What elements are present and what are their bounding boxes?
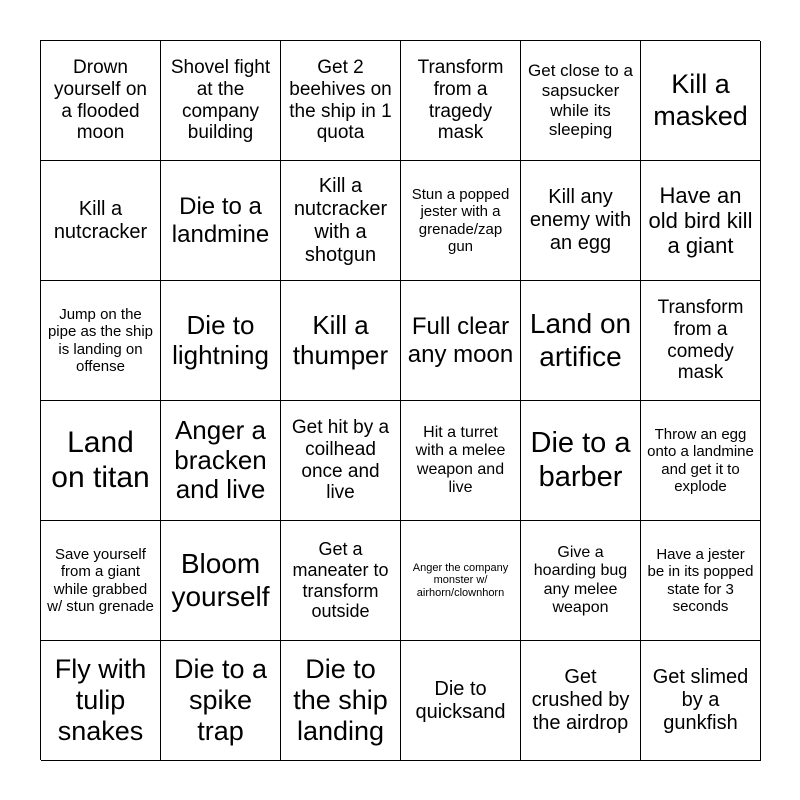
bingo-cell[interactable] [161, 41, 281, 161]
bingo-cell-text: Get 2 beehives on the ship in 1 quota [289, 56, 392, 144]
bingo-cell[interactable] [401, 521, 521, 641]
bingo-cell[interactable] [41, 401, 161, 521]
bingo-cell[interactable] [281, 41, 401, 161]
bingo-cell[interactable] [41, 641, 161, 761]
bingo-cell-text: Drown yourself on a flooded moon [54, 56, 147, 144]
bingo-cell-text: Get hit by a coilhead once and live [291, 416, 390, 504]
bingo-cell[interactable] [401, 161, 521, 281]
bingo-cell-text: Have a jester be in its popped state for 3 seconds [647, 546, 754, 615]
bingo-cell-text: Kill a masked [653, 69, 748, 131]
bingo-cell[interactable] [161, 521, 281, 641]
bingo-cell-text: Die to a barber [530, 427, 631, 493]
bingo-cell-text: Full clear any moon [407, 312, 514, 368]
bingo-cell-text: Have an old bird kill a giant [648, 182, 753, 259]
bingo-cell-text: Hit a turret with a melee weapon and live [415, 423, 506, 496]
bingo-cell[interactable] [641, 521, 761, 641]
bingo-cell-text: Get crushed by the airdrop [531, 666, 630, 734]
bingo-cell[interactable] [161, 161, 281, 281]
bingo-cell[interactable] [281, 161, 401, 281]
bingo-cell[interactable] [641, 41, 761, 161]
bingo-cell[interactable] [281, 521, 401, 641]
bingo-cell-text: Die to the ship landing [293, 653, 388, 747]
bingo-cell-text: Throw an egg onto a landmine and get it to explode [647, 426, 754, 495]
bingo-cell[interactable] [281, 641, 401, 761]
bingo-cell[interactable] [641, 161, 761, 281]
bingo-cell[interactable] [521, 161, 641, 281]
bingo-cell[interactable] [521, 401, 641, 521]
bingo-cell-text: Die to a landmine [171, 192, 270, 248]
bingo-cell-text: Kill any enemy with an egg [529, 186, 632, 254]
bingo-cell-text: Jump on the pipe as the ship is landing on offense [47, 306, 154, 375]
bingo-cell-text: Give a hoarding bug any melee weapon [533, 543, 628, 616]
bingo-cell[interactable] [281, 401, 401, 521]
bingo-cell[interactable] [521, 521, 641, 641]
bingo-cell-text: Stun a popped jester with a grenade/zap gun [411, 186, 510, 255]
bingo-cell-text: Shovel fight at the company building [170, 56, 271, 144]
bingo-cell[interactable] [641, 281, 761, 401]
bingo-cell-text: Kill a nutcracker with a shotgun [293, 174, 388, 266]
bingo-cell-text: Transform from a tragedy mask [417, 56, 504, 144]
bingo-cell[interactable] [401, 41, 521, 161]
bingo-cell[interactable] [401, 281, 521, 401]
bingo-cell-text: Anger the company monster w/ airhorn/clownhorn [412, 561, 509, 599]
bingo-cell-text: Save yourself from a giant while grabbed w/ stun grenade [47, 546, 154, 615]
bingo-cell[interactable] [521, 281, 641, 401]
bingo-cell[interactable] [41, 521, 161, 641]
bingo-cell[interactable] [641, 401, 761, 521]
bingo-cell-text: Land on artifice [529, 308, 632, 372]
bingo-cell[interactable] [401, 401, 521, 521]
bingo-cell[interactable] [41, 41, 161, 161]
bingo-cell-text: Get slimed by a gunkfish [652, 666, 749, 734]
bingo-cell[interactable] [521, 41, 641, 161]
bingo-cell-text: Kill a nutcracker [53, 197, 148, 243]
bingo-cell-text: Transform from a comedy mask [657, 296, 744, 384]
bingo-cell-text: Land on titan [51, 426, 150, 494]
bingo-cell[interactable] [401, 641, 521, 761]
bingo-cell-text: Anger a bracken and live [174, 414, 267, 505]
bingo-cell[interactable] [41, 161, 161, 281]
bingo-cell-text: Kill a thumper [292, 309, 389, 370]
bingo-board [40, 40, 760, 760]
bingo-cell-text: Get a maneater to transform outside [292, 539, 389, 622]
bingo-cell[interactable] [281, 281, 401, 401]
bingo-cell[interactable] [521, 641, 641, 761]
bingo-cell[interactable] [161, 401, 281, 521]
bingo-cell-text: Die to a spike trap [173, 653, 268, 747]
bingo-cell-text: Die to lightning [172, 309, 269, 370]
bingo-cell-text: Die to quicksand [415, 677, 506, 723]
bingo-cell[interactable] [41, 281, 161, 401]
bingo-cell[interactable] [161, 641, 281, 761]
bingo-cell[interactable] [161, 281, 281, 401]
bingo-cell[interactable] [641, 641, 761, 761]
bingo-cell-text: Get close to a sapsucker while its sleeping [528, 61, 633, 140]
bingo-cell-text: Fly with tulip snakes [54, 653, 147, 747]
bingo-cell-text: Bloom yourself [171, 548, 270, 612]
